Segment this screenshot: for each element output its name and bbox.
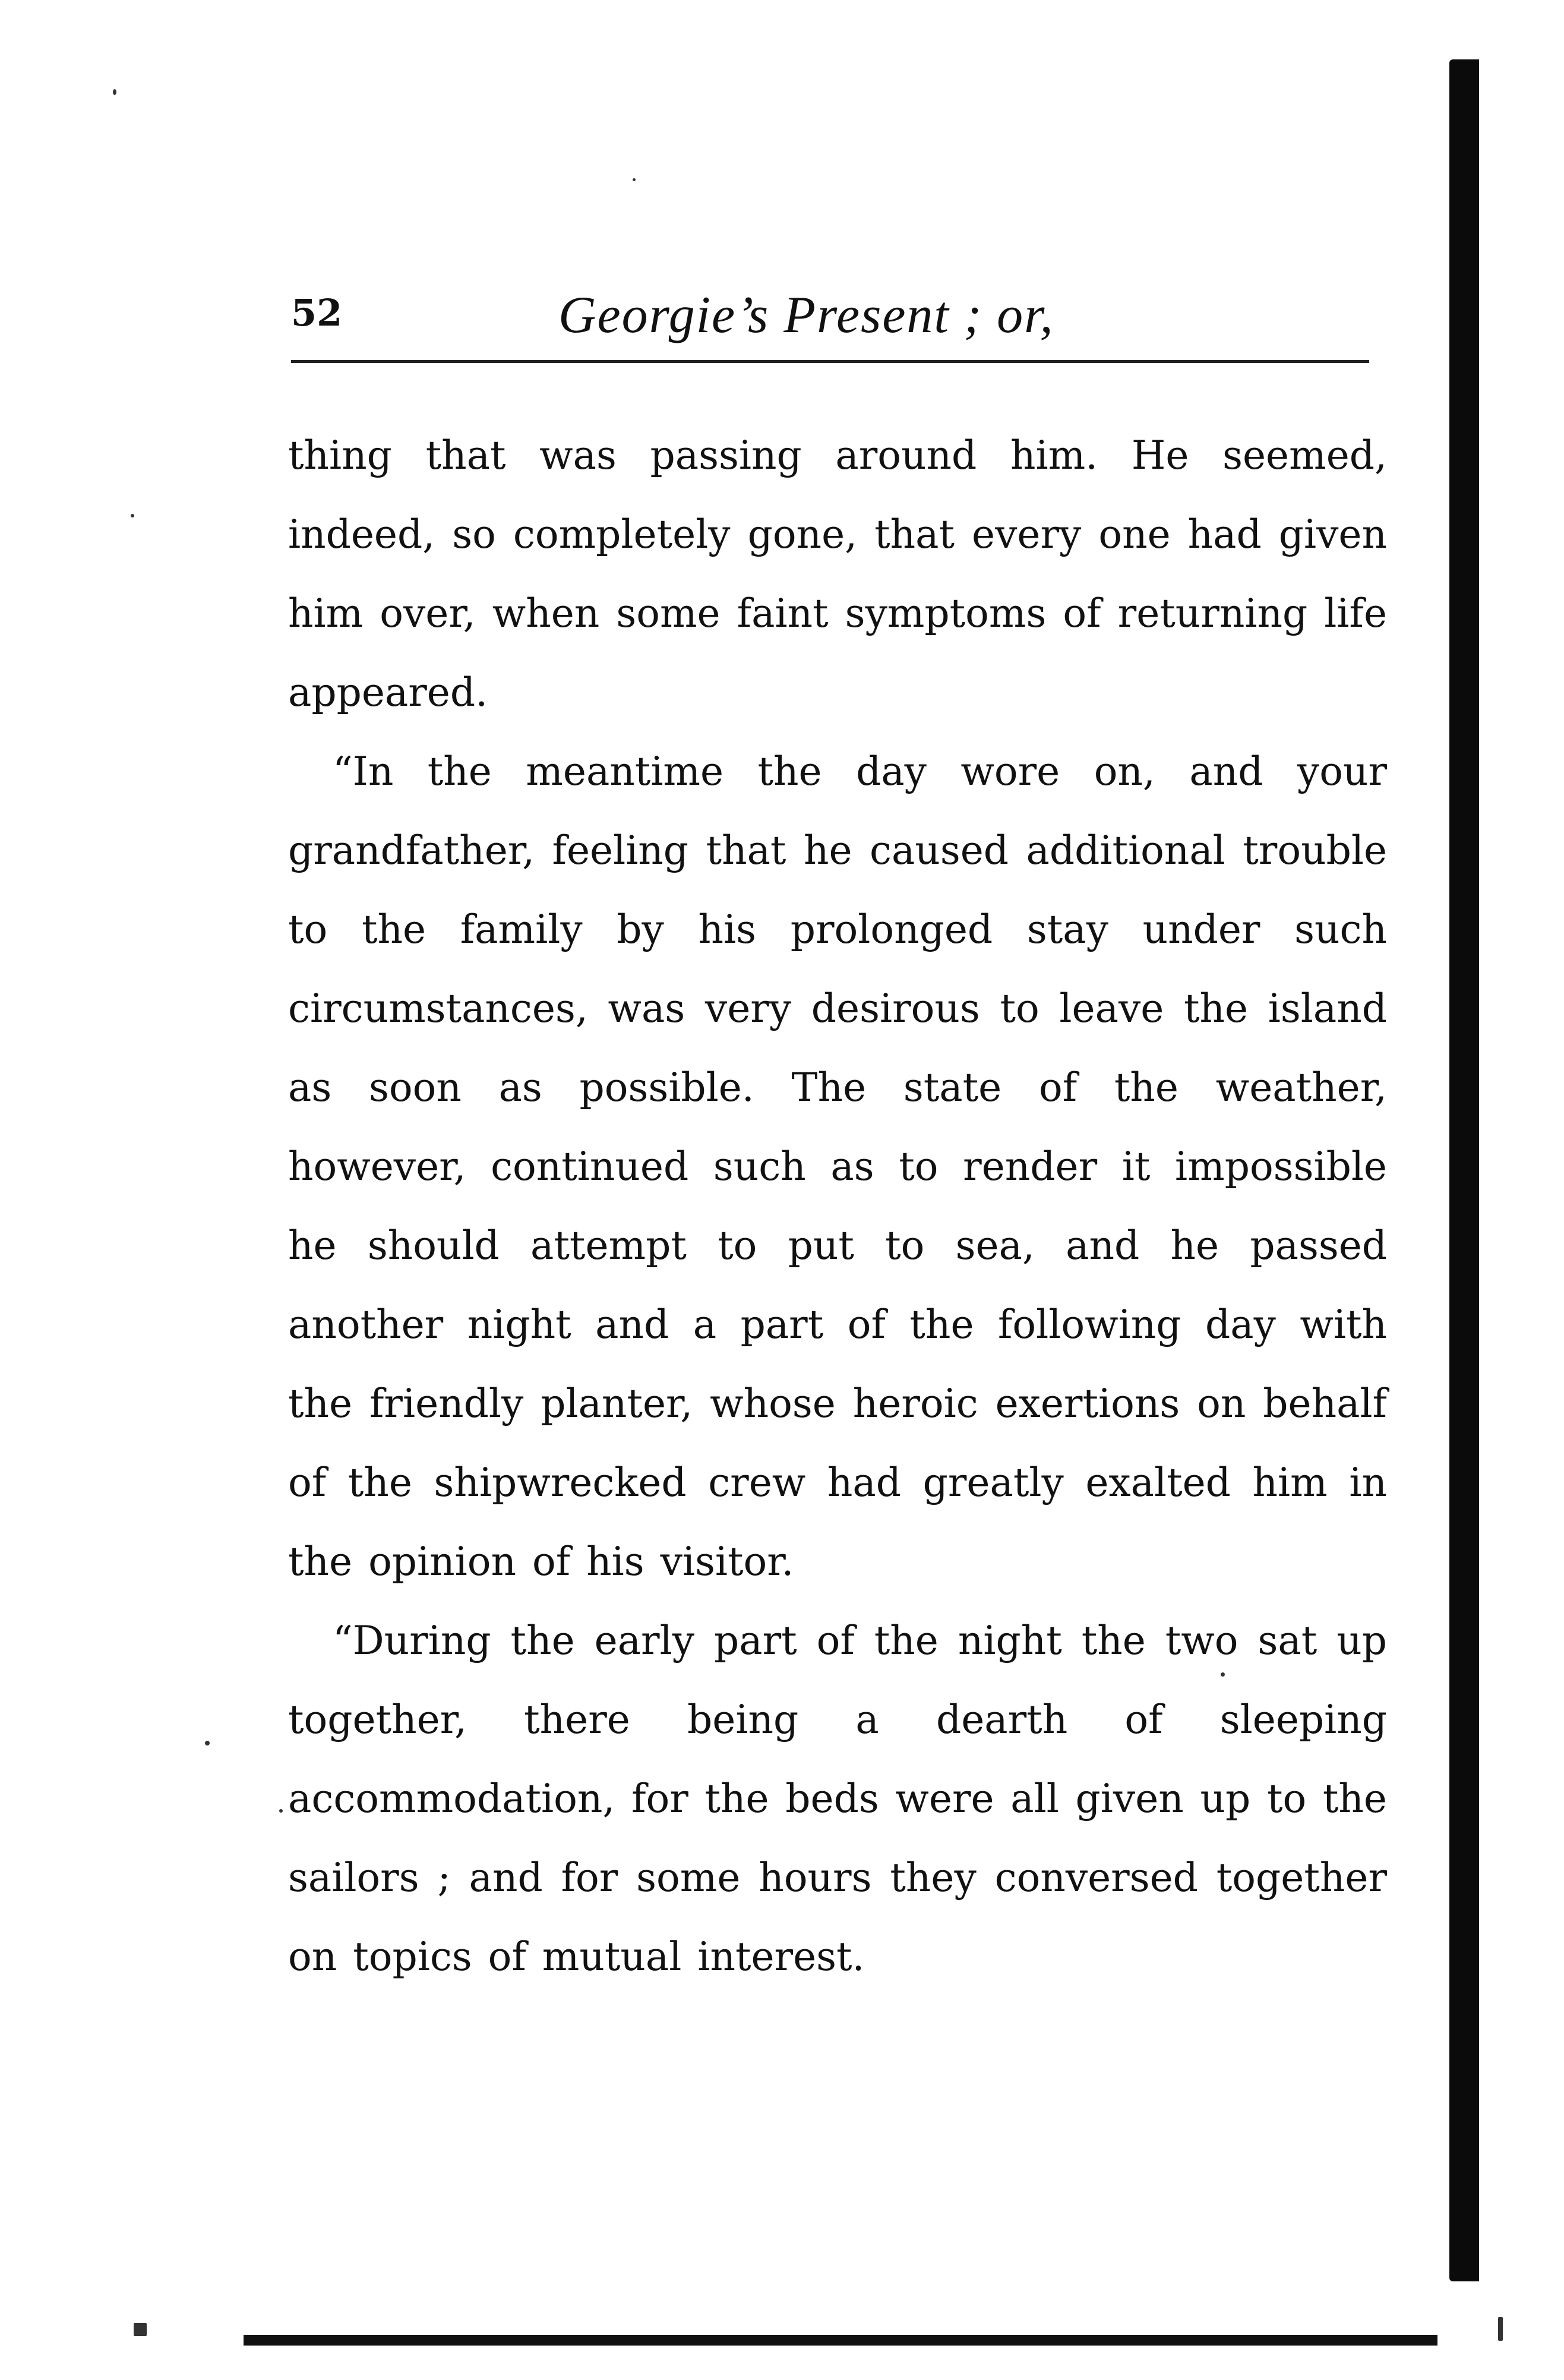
running-title: Georgie’s Present ; or,: [558, 286, 1054, 344]
scan-speck: [1498, 2317, 1503, 2341]
header-rule: [291, 360, 1369, 363]
scan-bottom-edge: [244, 2335, 1437, 2346]
scan-speck: [113, 89, 116, 95]
scan-binding-shadow: [1449, 59, 1479, 2281]
scan-speck: [131, 514, 134, 517]
page-header: [291, 285, 1372, 351]
page-number: 52: [291, 291, 343, 334]
scan-speck: [633, 178, 636, 181]
paragraph-2: “In the meantime the day wore on, and your grandfather, feeling that he caused additional trouble to the family by his prolonged stay under such circumstances, was very desirous to leave the island as soon as possible. The state of the weather, however, continued such as to render it impossible he should attempt to put to sea, and he passed another night and a part of the following day with the friendly planter, whose heroic exertions on behalf of the shipwrecked crew had greatly exalted him in the opinion of his visitor.: [288, 749, 1387, 1584]
scan-speck: [279, 1809, 283, 1813]
scan-speck: [134, 2323, 147, 2336]
paragraph-3: “During the early part of the night the two sat up together, there being a dearth of sleeping accommodation, for the beds were all given up to the sailors ; and for some hours they conversed together on topics of mutual interest.: [288, 1618, 1387, 1980]
scan-speck: [205, 1741, 210, 1745]
paragraph-1: thing that was passing around him. He seemed, indeed, so completely gone, that every one had given him over, when some faint symptoms of returning life appeared.: [288, 433, 1387, 715]
scan-speck: [1221, 1672, 1225, 1677]
body-text: [288, 416, 1387, 1996]
